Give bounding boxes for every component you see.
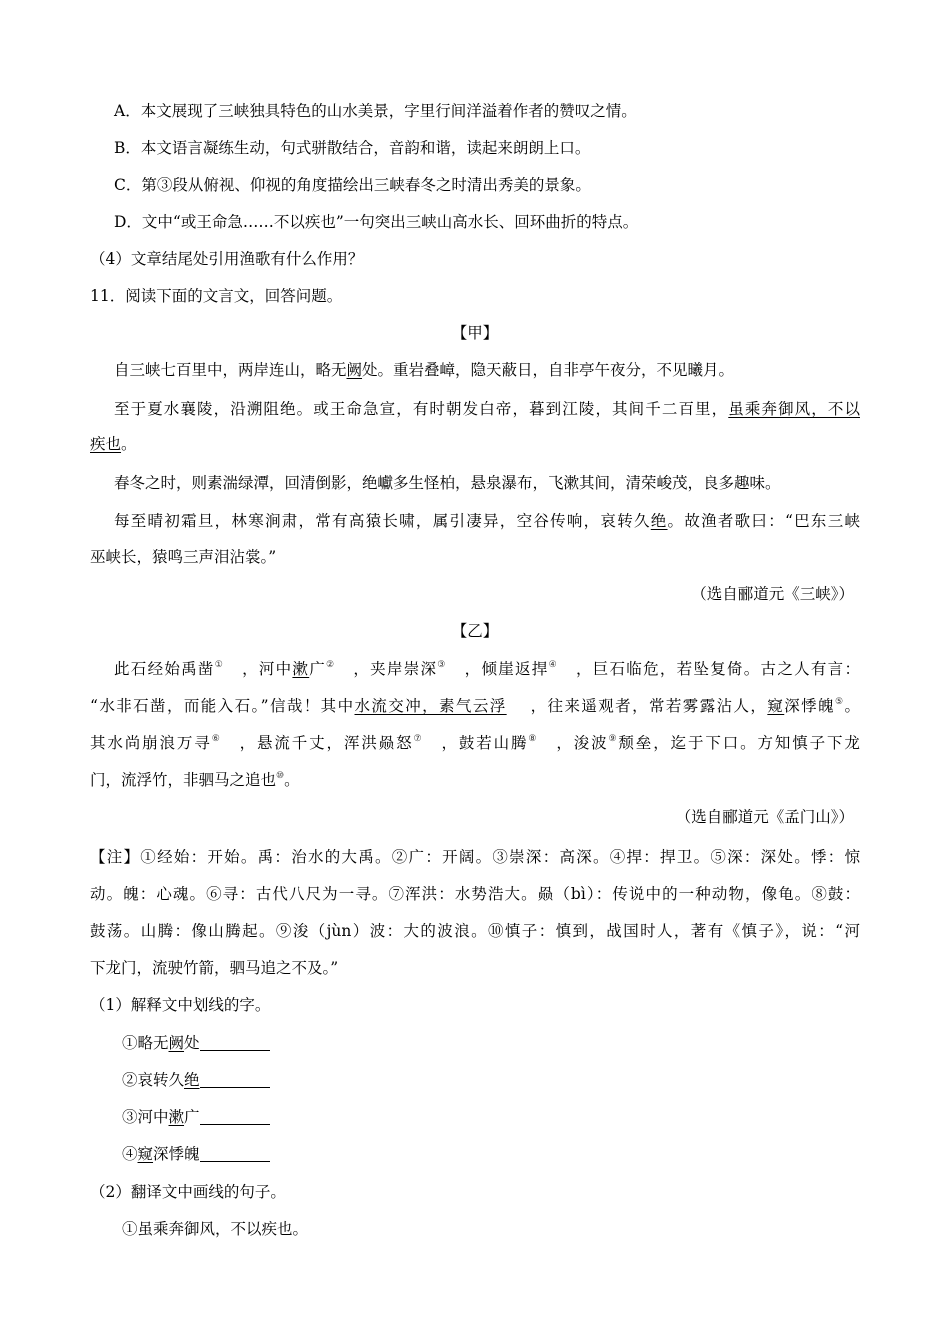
answer-blank[interactable]	[200, 1108, 270, 1125]
text: 处。重岩叠嶂，隐天蔽日，自非亭午夜分，不见曦月。	[362, 361, 735, 379]
footnote-mark: ③	[437, 660, 447, 670]
text: 每至晴初霜旦，林寒涧肃，常有高猿长啸，属引凄异，空谷传响，哀转久	[114, 512, 651, 530]
sub-question-2-title: （2）翻译文中画线的句子。	[90, 1183, 286, 1201]
underlined-sentence-end: 疾也	[90, 435, 122, 453]
footnote-mark: ⑩	[276, 771, 285, 781]
sub1-item-2	[122, 1068, 270, 1092]
text: ④	[122, 1145, 138, 1163]
question-10-sub4: （4）文章结尾处引用渔歌有什么作用？	[90, 250, 364, 268]
text: ，悬流千丈，浑洪赑怒	[239, 734, 414, 752]
text: 。	[121, 435, 137, 453]
footnote-mark: ⑨	[608, 734, 619, 744]
passage-jia-heading: 【甲】	[451, 324, 499, 342]
question-11-title: 11．阅读下面的文言文，回答问题。	[90, 287, 343, 305]
text: 广	[309, 660, 327, 678]
text: “水非石凿，而能入石。”信哉！其中	[90, 697, 355, 715]
answer-blank[interactable]	[200, 1145, 270, 1162]
footnote-mark: ④	[548, 660, 558, 670]
notes-line-2: 动。魄：心魂。⑥寻：古代八尺为一寻。⑦浑洪：水势浩大。赑（bì）：传说中的一种动物，像龟。⑧鼓：	[90, 885, 860, 903]
footnote-mark: ①	[214, 660, 225, 670]
text: 至于夏水襄陵，沿溯阻绝。或王命急宣，有时朝发白帝，暮到江陵，其间千二百里，	[114, 400, 729, 418]
sub1-item-1	[122, 1031, 270, 1055]
yi-line-2	[90, 694, 860, 718]
text: 门，流浮竹，非驷马之追也	[90, 771, 277, 789]
option-a[interactable]: A．本文展现了三峡独具特色的山水美景，字里行间洋溢着作者的赞叹之情。	[114, 102, 637, 120]
underlined-word: 绝	[650, 512, 668, 530]
text: 此石经始禹凿	[114, 660, 215, 678]
footnote-mark: ⑤	[834, 697, 845, 707]
text: ，倾崖返捍	[464, 660, 549, 678]
text: 深悸魄	[153, 1145, 200, 1163]
option-d[interactable]: D．文中“或王命急……不以疾也”一句突出三峡山高水长、回环曲折的特点。	[114, 213, 639, 231]
underlined-sentence: 水流交冲，素气云浮	[354, 697, 507, 715]
text: ，往来遥观者，常若雾露沾人，	[530, 697, 768, 715]
jia-paragraph-4-line-1	[90, 509, 860, 533]
underlined-word: 绝	[184, 1071, 200, 1089]
text: 。	[844, 697, 860, 715]
jia-paragraph-3: 春冬之时，则素湍绿潭，回清倒影，绝巘多生怪柏，悬泉瀑布，飞漱其间，清荣峻茂，良多趣味。	[114, 474, 781, 492]
text: 。故渔者歌曰：“巴东三峡	[667, 512, 860, 530]
text: ①略无	[122, 1034, 169, 1052]
notes-line-1: 【注】①经始：开始。禹：治水的大禹。②广：开阔。③崇深：高深。④捍：捍卫。⑤深：深处。悸：惊	[90, 848, 860, 866]
underlined-word: 窥	[767, 697, 785, 715]
jia-source: （选自郦道元《三峡》）	[691, 585, 854, 603]
jia-paragraph-4-line-2: 巫峡长，猿鸣三声泪沾裳。”	[90, 548, 277, 566]
text: ，河中	[242, 660, 293, 678]
text: 。	[284, 771, 300, 789]
jia-paragraph-2-line-1	[90, 397, 860, 421]
text: ②哀转久	[122, 1071, 185, 1089]
underlined-word: 阙	[168, 1034, 185, 1052]
answer-blank[interactable]	[200, 1071, 270, 1088]
text: ，鼓若山腾	[441, 734, 529, 752]
sub1-item-4	[122, 1142, 270, 1166]
footnote-mark: ⑦	[413, 734, 424, 744]
text: ，浚波	[556, 734, 609, 752]
yi-source: （选自郦道元《孟门山》）	[675, 808, 854, 826]
option-b[interactable]: B．本文语言凝练生动，句式骈散结合，音韵和谐，读起来朗朗上口。	[114, 139, 591, 157]
underlined-sentence: 虽乘奔御风，不以	[728, 400, 860, 418]
passage-yi-heading: 【乙】	[451, 622, 499, 640]
sub-question-1-title: （1）解释文中划线的字。	[90, 996, 271, 1014]
text: 颓垒，迄于下口。方知慎子下龙	[618, 734, 860, 752]
footnote-mark: ②	[326, 660, 336, 670]
text: ，巨石临危，若坠复倚。古之人有言：	[575, 660, 860, 678]
text: 广	[184, 1108, 200, 1126]
underlined-word: 阙	[346, 361, 363, 379]
notes-line-4: 下龙门，流驶竹箭，驷马追之不及。”	[90, 959, 339, 977]
text: ，夹岸崇深	[353, 660, 438, 678]
underlined-word: 窥	[137, 1145, 154, 1163]
underlined-word: 漱	[168, 1108, 185, 1126]
text: 深悸魄	[784, 697, 835, 715]
underlined-word: 漱	[292, 660, 310, 678]
footnote-mark: ⑧	[528, 734, 539, 744]
jia-paragraph-2-line-2	[90, 432, 137, 456]
yi-line-4	[90, 768, 300, 792]
text: 自三峡七百里中，两岸连山，略无	[114, 361, 347, 379]
notes-line-3: 鼓荡。山腾：像山腾起。⑨浚（jùn）波：大的波浪。⑩慎子：慎到，战国时人，著有《慎子》，说：“河	[90, 922, 860, 940]
text: 处	[184, 1034, 200, 1052]
sub1-item-3	[122, 1105, 270, 1129]
yi-line-3	[90, 731, 860, 755]
footnote-mark: ⑥	[211, 734, 222, 744]
text: 其水尚崩浪万寻	[90, 734, 212, 752]
option-c[interactable]: C．第③段从俯视、仰视的角度描绘出三峡春冬之时清出秀美的景象。	[114, 176, 591, 194]
yi-line-1	[90, 657, 860, 681]
answer-blank[interactable]	[200, 1034, 270, 1051]
sub2-item-1: ①虽乘奔御风，不以疾也。	[122, 1220, 309, 1238]
jia-paragraph-1	[114, 358, 734, 382]
text: ③河中	[122, 1108, 169, 1126]
